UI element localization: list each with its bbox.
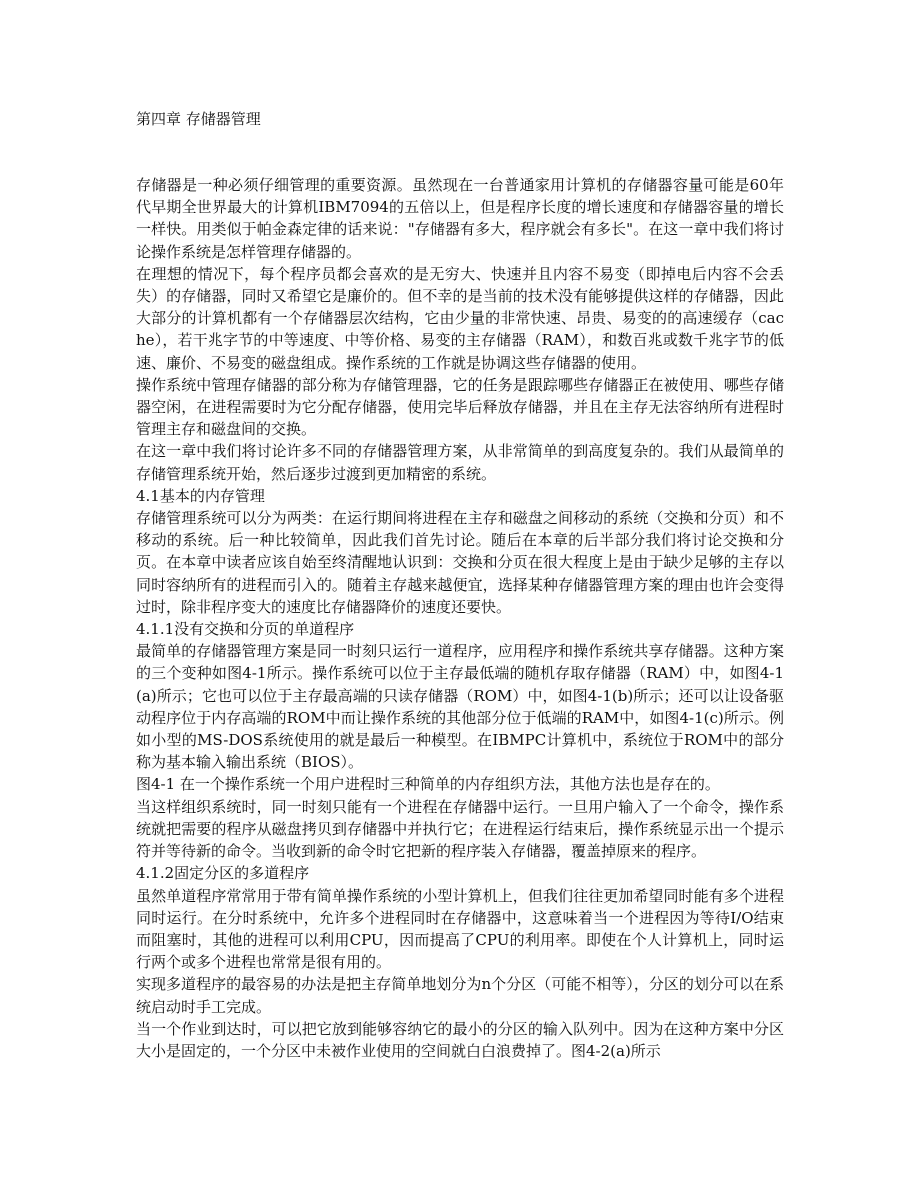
paragraph-input-queue: 当一个作业到达时，可以把它放到能够容纳它的最小的分区的输入队列中。因为在这种方案中分区大小是固定的，一个分区中未被作业使用的空间就白白浪费掉了。图4-2(a)所示 xyxy=(136,1019,784,1060)
paragraph-ideal-memory: 在理想的情况下，每个程序员都会喜欢的是无穷大、快速并且内容不易变（即掉电后内容不会丢失）的存储器，同时又希望它是廉价的。但不幸的是当前的技术没有能够提供这样的存储器，因此大部分的计算机都有一个存储器层次结构，它由少量的非常快速、昂贵、易变的的高速缓存（cache），若干兆字节的中等速度、中等价格、易变的主存储器（RAM），和数百兆或数千兆字节的低速、廉价、不易变的磁盘组成。操作系统的工作就是协调这些存储器的使用。 xyxy=(136,264,784,372)
paragraph-memory-manager: 操作系统中管理存储器的部分称为存储管理器，它的任务是跟踪哪些存储器正在被使用、哪些存储器空闲，在进程需要时为它分配存储器，使用完毕后释放存储器，并且在主存无法容纳所有进程时管理主存和磁盘间的交换。 xyxy=(136,375,784,439)
document-page xyxy=(136,108,784,1062)
paragraph-multiprogramming: 虽然单道程序常常用于带有简单操作系统的小型计算机上，但我们往往更加希望同时能有多个进程同时运行。在分时系统中，允许多个进程同时在存储器中，这意味着当一个进程因为等待I/O结束而阻塞时，其他的进程可以利用CPU，因而提高了CPU的利用率。即使在个人计算机上，同时运行两个或多个进程也常常是很有用的。 xyxy=(136,886,784,972)
section-heading-4-1-2: 4.1.2固定分区的多道程序 xyxy=(136,864,310,883)
section-heading-4-1-1: 4.1.1没有交换和分页的单道程序 xyxy=(136,620,355,639)
paragraph-intro: 存储器是一种必须仔细管理的重要资源。虽然现在一台普通家用计算机的存储器容量可能是60年代早期全世界最大的计算机IBM7094的五倍以上，但是程序长度的增长速度和存储器容量的增长一样快。用类似于帕金森定律的话来说："存储器有多大，程序就会有多长"。在这一章中我们将讨论操作系统是怎样管理存储器的。 xyxy=(136,176,784,261)
paragraph-partitions: 实现多道程序的最容易的办法是把主存简单地划分为n个分区（可能不相等），分区的划分可以在系统启动时手工完成。 xyxy=(136,975,784,1016)
section-heading-4-1: 4.1基本的内存管理 xyxy=(136,486,265,505)
paragraph-single-process: 当这样组织系统时，同一时刻只能有一个进程在存储器中运行。一旦用户输入了一个命令，操作系统就把需要的程序从磁盘拷贝到存储器中并执行它；在进程运行结束后，操作系统显示出一个提示符并等待新的命令。当收到新的命令时它把新的程序装入存储器，覆盖掉原来的程序。 xyxy=(136,797,784,861)
figure-caption-4-1: 图4-1 在一个操作系统一个用户进程时三种简单的内存组织方法，其他方法也是存在的。 xyxy=(136,775,720,794)
chapter-title: 第四章 存储器管理 xyxy=(136,110,261,128)
paragraph-monoprogramming: 最简单的存储器管理方案是同一时刻只运行一道程序，应用程序和操作系统共享存储器。这种方案的三个变种如图4-1所示。操作系统可以位于主存最低端的随机存取存储器（RAM）中，如图4-1(a)所示；它也可以位于主存最高端的只读存储器（ROM）中，如图4-1(b)所示；还可以让设备驱动程序位于内存高端的ROM中而让操作系统的其他部分位于低端的RAM中，如图4-1(c)所示。例如小型的MS-DOS系统使用的就是最后一种模型。在IBMPC计算机中，系统位于ROM中的部分称为基本输入输出系统（BIOS）。 xyxy=(136,642,784,772)
paragraph-memory-classes: 存储管理系统可以分为两类：在运行期间将进程在主存和磁盘之间移动的系统（交换和分页）和不移动的系统。后一种比较简单，因此我们首先讨论。随后在本章的后半部分我们将讨论交换和分页。在本章中读者应该自始至终清醒地认识到：交换和分页在很大程度上是由于缺少足够的主存以同时容纳所有的进程而引入的。随着主存越来越便宜，选择某种存储器管理方案的理由也许会变得过时，除非程序变大的速度比存储器降价的速度还要快。 xyxy=(136,509,784,616)
paragraph-chapter-overview: 在这一章中我们将讨论许多不同的存储器管理方案，从非常简单的到高度复杂的。我们从最简单的存储管理系统开始，然后逐步过渡到更加精密的系统。 xyxy=(136,442,784,483)
